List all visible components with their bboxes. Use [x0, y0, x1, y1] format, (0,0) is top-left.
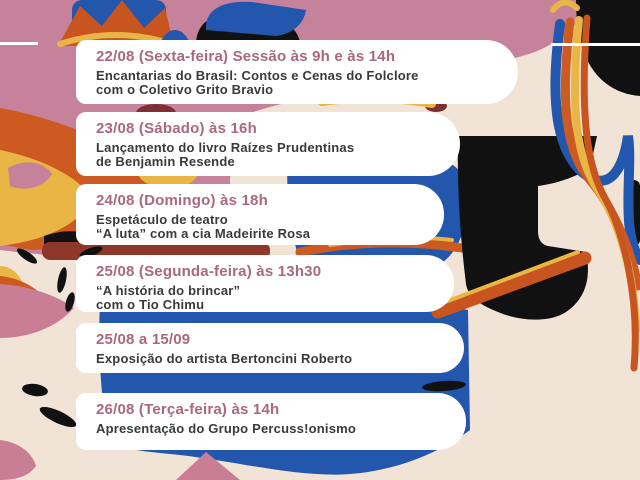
event-card — [76, 255, 454, 312]
event-description-line: com o Tio Chimu — [96, 297, 205, 312]
event-description-line: com o Coletivo Grito Bravio — [96, 82, 274, 97]
event-datetime: 23/08 (Sábado) às 16h — [96, 120, 257, 137]
event-description — [96, 284, 434, 312]
event-description — [96, 69, 498, 97]
event-datetime: 24/08 (Domingo) às 18h — [96, 192, 268, 209]
event-datetime: 25/08 a 15/09 — [96, 331, 191, 348]
event-card — [76, 393, 466, 450]
event-description-line: Espetáculo de teatro — [96, 212, 228, 227]
event-description-line: “A luta” com a cia Madeirite Rosa — [96, 226, 311, 241]
white-dash-right — [551, 43, 640, 46]
event-card — [76, 112, 460, 176]
event-datetime: 25/08 (Segunda-feira) às 13h30 — [96, 263, 322, 280]
event-description-line: “A história do brincar” — [96, 283, 241, 298]
event-datetime: 22/08 (Sexta-feira) Sessão às 9h e às 14h — [96, 48, 396, 65]
event-description-line: de Benjamin Resende — [96, 154, 235, 169]
event-description-line: Exposição do artista Bertoncini Roberto — [96, 351, 353, 366]
event-description — [96, 213, 424, 241]
event-card — [76, 184, 444, 245]
event-card — [76, 40, 518, 104]
event-description — [96, 352, 444, 366]
event-description-line: Apresentação do Grupo Percuss!onismo — [96, 421, 357, 436]
event-description — [96, 422, 446, 436]
event-description-line: Lançamento do livro Raízes Prudentinas — [96, 140, 355, 155]
event-description — [96, 141, 440, 169]
event-card — [76, 323, 464, 373]
event-datetime: 26/08 (Terça-feira) às 14h — [96, 401, 280, 418]
white-dash-left — [0, 42, 38, 45]
event-description-line: Encantarias do Brasil: Contos e Cenas do Folclore — [96, 68, 419, 83]
